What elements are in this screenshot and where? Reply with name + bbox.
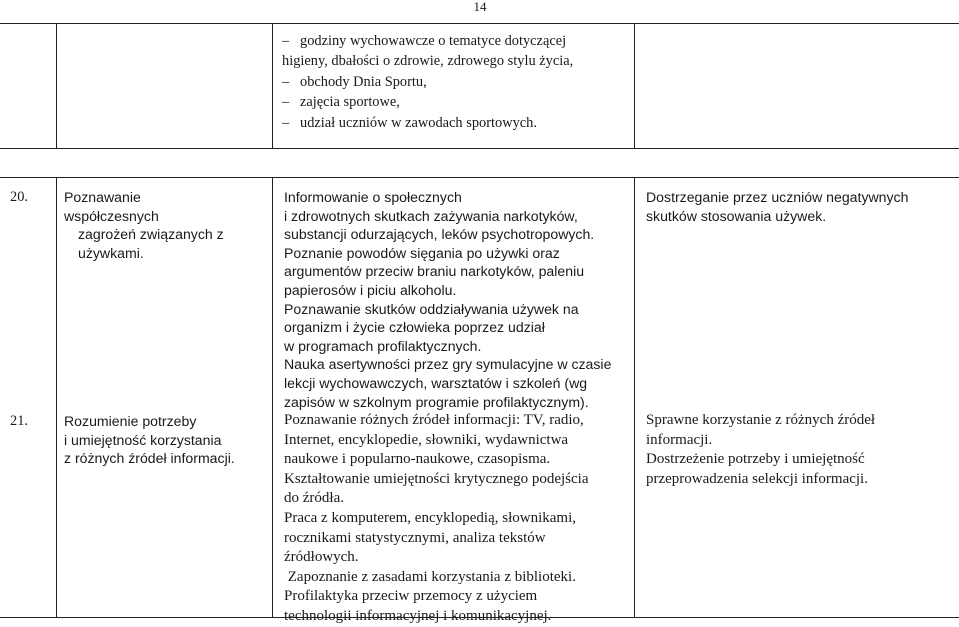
content-line: Internet, encyklopedie, słowniki, wydawnictwa xyxy=(284,431,569,448)
column-divider xyxy=(634,177,635,617)
top-row-list xyxy=(282,31,622,133)
content-line: naukowe i popularno-naukowe, czasopisma. xyxy=(284,451,551,468)
list-item-line: zajęcia sportowe, xyxy=(300,94,400,111)
column-divider xyxy=(272,23,273,148)
row-outcomes xyxy=(646,188,951,225)
row-outcomes xyxy=(646,411,951,489)
content-line: Zapoznanie z zasadami korzystania z biblioteki. xyxy=(284,568,576,585)
outcome-line: Dostrzeżenie potrzeby i umiejętność xyxy=(646,451,865,468)
column-divider xyxy=(56,23,57,148)
content-line: substancji odurzających, leków psychotropowych. xyxy=(284,226,595,243)
content-line: Poznawanie różnych źródeł informacji: TV, radio, xyxy=(284,412,584,428)
row-topic xyxy=(64,412,239,468)
content-line: Kształtowanie umiejętności krytycznego podejścia xyxy=(284,470,589,487)
content-line: technologii informacyjnej i komunikacyjnej. xyxy=(284,607,552,624)
page-number: 14 xyxy=(473,0,487,14)
content-line: papierosów i piciu alkoholu. xyxy=(284,281,457,298)
list-item-line: godziny wychowawcze o tematyce dotyczącej xyxy=(300,33,567,49)
content-line: Poznawanie skutków oddziaływania używek na xyxy=(284,300,579,317)
list-item-line: obchody Dnia Sportu, xyxy=(300,73,427,90)
dash-bullet: – xyxy=(282,73,290,90)
row-number: 20. xyxy=(10,189,28,205)
content-line: Nauka asertywności przez gry symulacyjne w czasie xyxy=(284,356,612,373)
content-line: lekcji wychowawczych, warsztatów i szkoleń (wg xyxy=(284,374,588,391)
dash-bullet: – xyxy=(282,94,290,111)
content-line: do źródła. xyxy=(284,490,344,507)
topic-line: Poznawanie współczesnych xyxy=(64,189,159,224)
topic-line: zagrożeń związanych z xyxy=(78,226,224,243)
row-content xyxy=(284,411,629,627)
topic-line: używkami. xyxy=(78,244,144,261)
content-line: Profilaktyka przeciw przemocy z użyciem xyxy=(284,588,538,605)
content-line: źródłowych. xyxy=(284,549,359,566)
content-line: Praca z komputerem, encyklopedią, słownikami, xyxy=(284,509,576,526)
content-line: i zdrowotnych skutkach zażywania narkotyków, xyxy=(284,207,578,224)
outcome-line: Sprawne korzystanie z różnych źródeł xyxy=(646,412,876,428)
column-divider xyxy=(634,23,635,148)
table-row-separator xyxy=(0,148,959,149)
content-line: Poznanie powodów sięgania po używki oraz xyxy=(284,244,560,261)
topic-line: Rozumienie potrzeby xyxy=(64,413,197,429)
content-line: w programach profilaktycznych. xyxy=(284,337,482,354)
row-number: 21. xyxy=(10,413,28,429)
dash-bullet: – xyxy=(282,114,290,131)
table-row-separator xyxy=(0,177,959,178)
column-divider xyxy=(272,177,273,617)
outcome-line: Dostrzeganie przez uczniów negatywnych xyxy=(646,189,909,205)
outcome-line: informacji. xyxy=(646,431,713,448)
content-line: organizm i życie człowieka poprzez udział xyxy=(284,319,545,336)
list-item-line: udział uczniów w zawodach sportowych. xyxy=(300,114,537,131)
list-item-continuation xyxy=(282,51,622,71)
outcome-line: przeprowadzenia selekcji informacji. xyxy=(646,470,868,487)
row-content xyxy=(284,188,629,411)
list-item-line: higieny, dbałości o zdrowie, zdrowego stylu życia, xyxy=(282,53,574,70)
list-item xyxy=(282,31,622,51)
dash-bullet: – xyxy=(282,33,290,49)
outcome-line: skutków stosowania używek. xyxy=(646,207,827,224)
topic-line: i umiejętność korzystania xyxy=(64,431,222,448)
list-item xyxy=(282,113,622,133)
content-line: rocznikami statystycznymi, analiza tekstów xyxy=(284,529,546,546)
table-top-border xyxy=(0,23,959,24)
content-line: zapisów w szkolnym programie profilaktycznym). xyxy=(284,393,589,410)
topic-line: z różnych źródeł informacji. xyxy=(64,450,235,467)
row-topic xyxy=(64,188,239,262)
list-item xyxy=(282,92,622,112)
content-line: Informowanie o społecznych xyxy=(284,189,462,205)
list-item xyxy=(282,72,622,92)
column-divider xyxy=(56,177,57,617)
content-line: argumentów przeciw braniu narkotyków, paleniu xyxy=(284,263,585,280)
